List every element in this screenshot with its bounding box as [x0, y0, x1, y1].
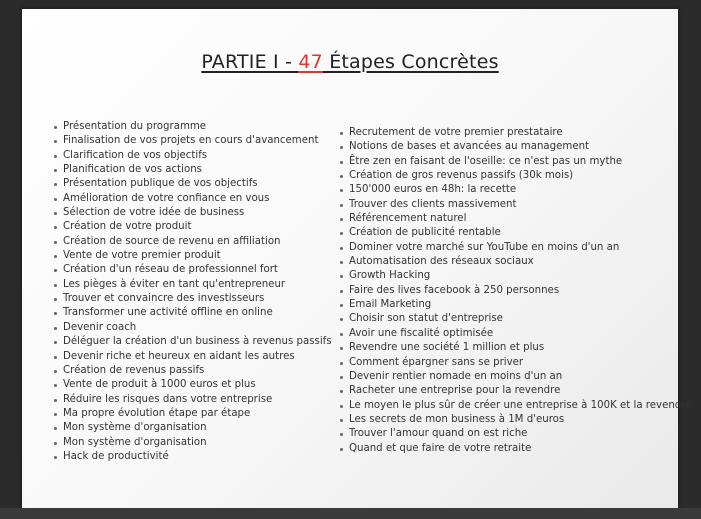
list-item: Le moyen le plus sûr de créer une entreprise à 100K et la revendre	[340, 399, 680, 413]
list-item: Choisir son statut d'entreprise	[340, 312, 680, 326]
list-item: Réduire les risques dans votre entreprise	[54, 393, 354, 407]
list-item: Quand et que faire de votre retraite	[340, 442, 680, 456]
right-bullet-list	[340, 126, 692, 456]
slide-title	[22, 51, 678, 73]
list-item: Ma propre évolution étape par étape	[54, 407, 354, 421]
list-item: Dominer votre marché sur YouTube en moins d'un an	[340, 241, 680, 255]
list-item: Référencement naturel	[340, 212, 680, 226]
list-item: Faire des lives facebook à 250 personnes	[340, 284, 680, 298]
title-prefix: PARTIE I -	[201, 51, 299, 73]
list-item: Présentation publique de vos objectifs	[54, 177, 354, 191]
list-item: Création d'un réseau de professionnel fort	[54, 263, 354, 277]
list-item: Création de source de revenu en affiliation	[54, 235, 354, 249]
list-item: Création de gros revenus passifs (30k mois)	[340, 169, 680, 183]
list-item: Création de votre produit	[54, 220, 354, 234]
list-item: Comment épargner sans se priver	[340, 356, 680, 370]
list-item: Hack de productivité	[54, 450, 354, 464]
list-item: Recrutement de votre premier prestataire	[340, 126, 680, 140]
list-item: Clarification de vos objectifs	[54, 149, 354, 163]
list-item: Racheter une entreprise pour la revendre	[340, 384, 680, 398]
list-item: Présentation du programme	[54, 120, 354, 134]
list-item: Vente de produit à 1000 euros et plus	[54, 378, 354, 392]
list-item: Les secrets de mon business à 1M d'euros	[340, 413, 680, 427]
left-bullet-list	[54, 120, 354, 464]
list-item: 150'000 euros en 48h: la recette	[340, 183, 680, 197]
list-item: Devenir rentier nomade en moins d'un an	[340, 370, 680, 384]
list-item: Automatisation des réseaux sociaux	[340, 255, 680, 269]
list-item: Trouver des clients massivement	[340, 198, 680, 212]
list-item: Création de publicité rentable	[340, 226, 680, 240]
list-item: Avoir une fiscalité optimisée	[340, 327, 680, 341]
list-item: Création de revenus passifs	[54, 364, 354, 378]
title-suffix: Étapes Concrètes	[322, 51, 499, 73]
list-item: Sélection de votre idée de business	[54, 206, 354, 220]
list-item: Devenir riche et heureux en aidant les autres	[54, 350, 354, 364]
title-number: 47	[298, 51, 323, 73]
list-item: Growth Hacking	[340, 269, 680, 283]
list-item: Déléguer la création d'un business à revenus passifs	[54, 335, 354, 349]
list-item: Finalisation de vos projets en cours d'avancement	[54, 134, 354, 148]
list-item: Planification de vos actions	[54, 163, 354, 177]
list-item: Être zen en faisant de l'oseille: ce n'est pas un mythe	[340, 155, 680, 169]
list-item: Mon système d'organisation	[54, 436, 354, 450]
list-item: Trouver et convaincre des investisseurs	[54, 292, 354, 306]
list-item: Revendre une société 1 million et plus	[340, 341, 680, 355]
list-item: Devenir coach	[54, 321, 354, 335]
list-item: Mon système d'organisation	[54, 421, 354, 435]
list-item: Transformer une activité offline en online	[54, 306, 354, 320]
list-item: Vente de votre premier produit	[54, 249, 354, 263]
list-item: Amélioration de votre confiance en vous	[54, 192, 354, 206]
bottom-bar	[0, 508, 701, 519]
slide	[22, 9, 692, 508]
list-item: Les pièges à éviter en tant qu'entrepreneur	[54, 278, 354, 292]
list-item: Trouver l'amour quand on est riche	[340, 427, 680, 441]
list-item: Notions de bases et avancées au management	[340, 140, 680, 154]
list-item: Email Marketing	[340, 298, 680, 312]
